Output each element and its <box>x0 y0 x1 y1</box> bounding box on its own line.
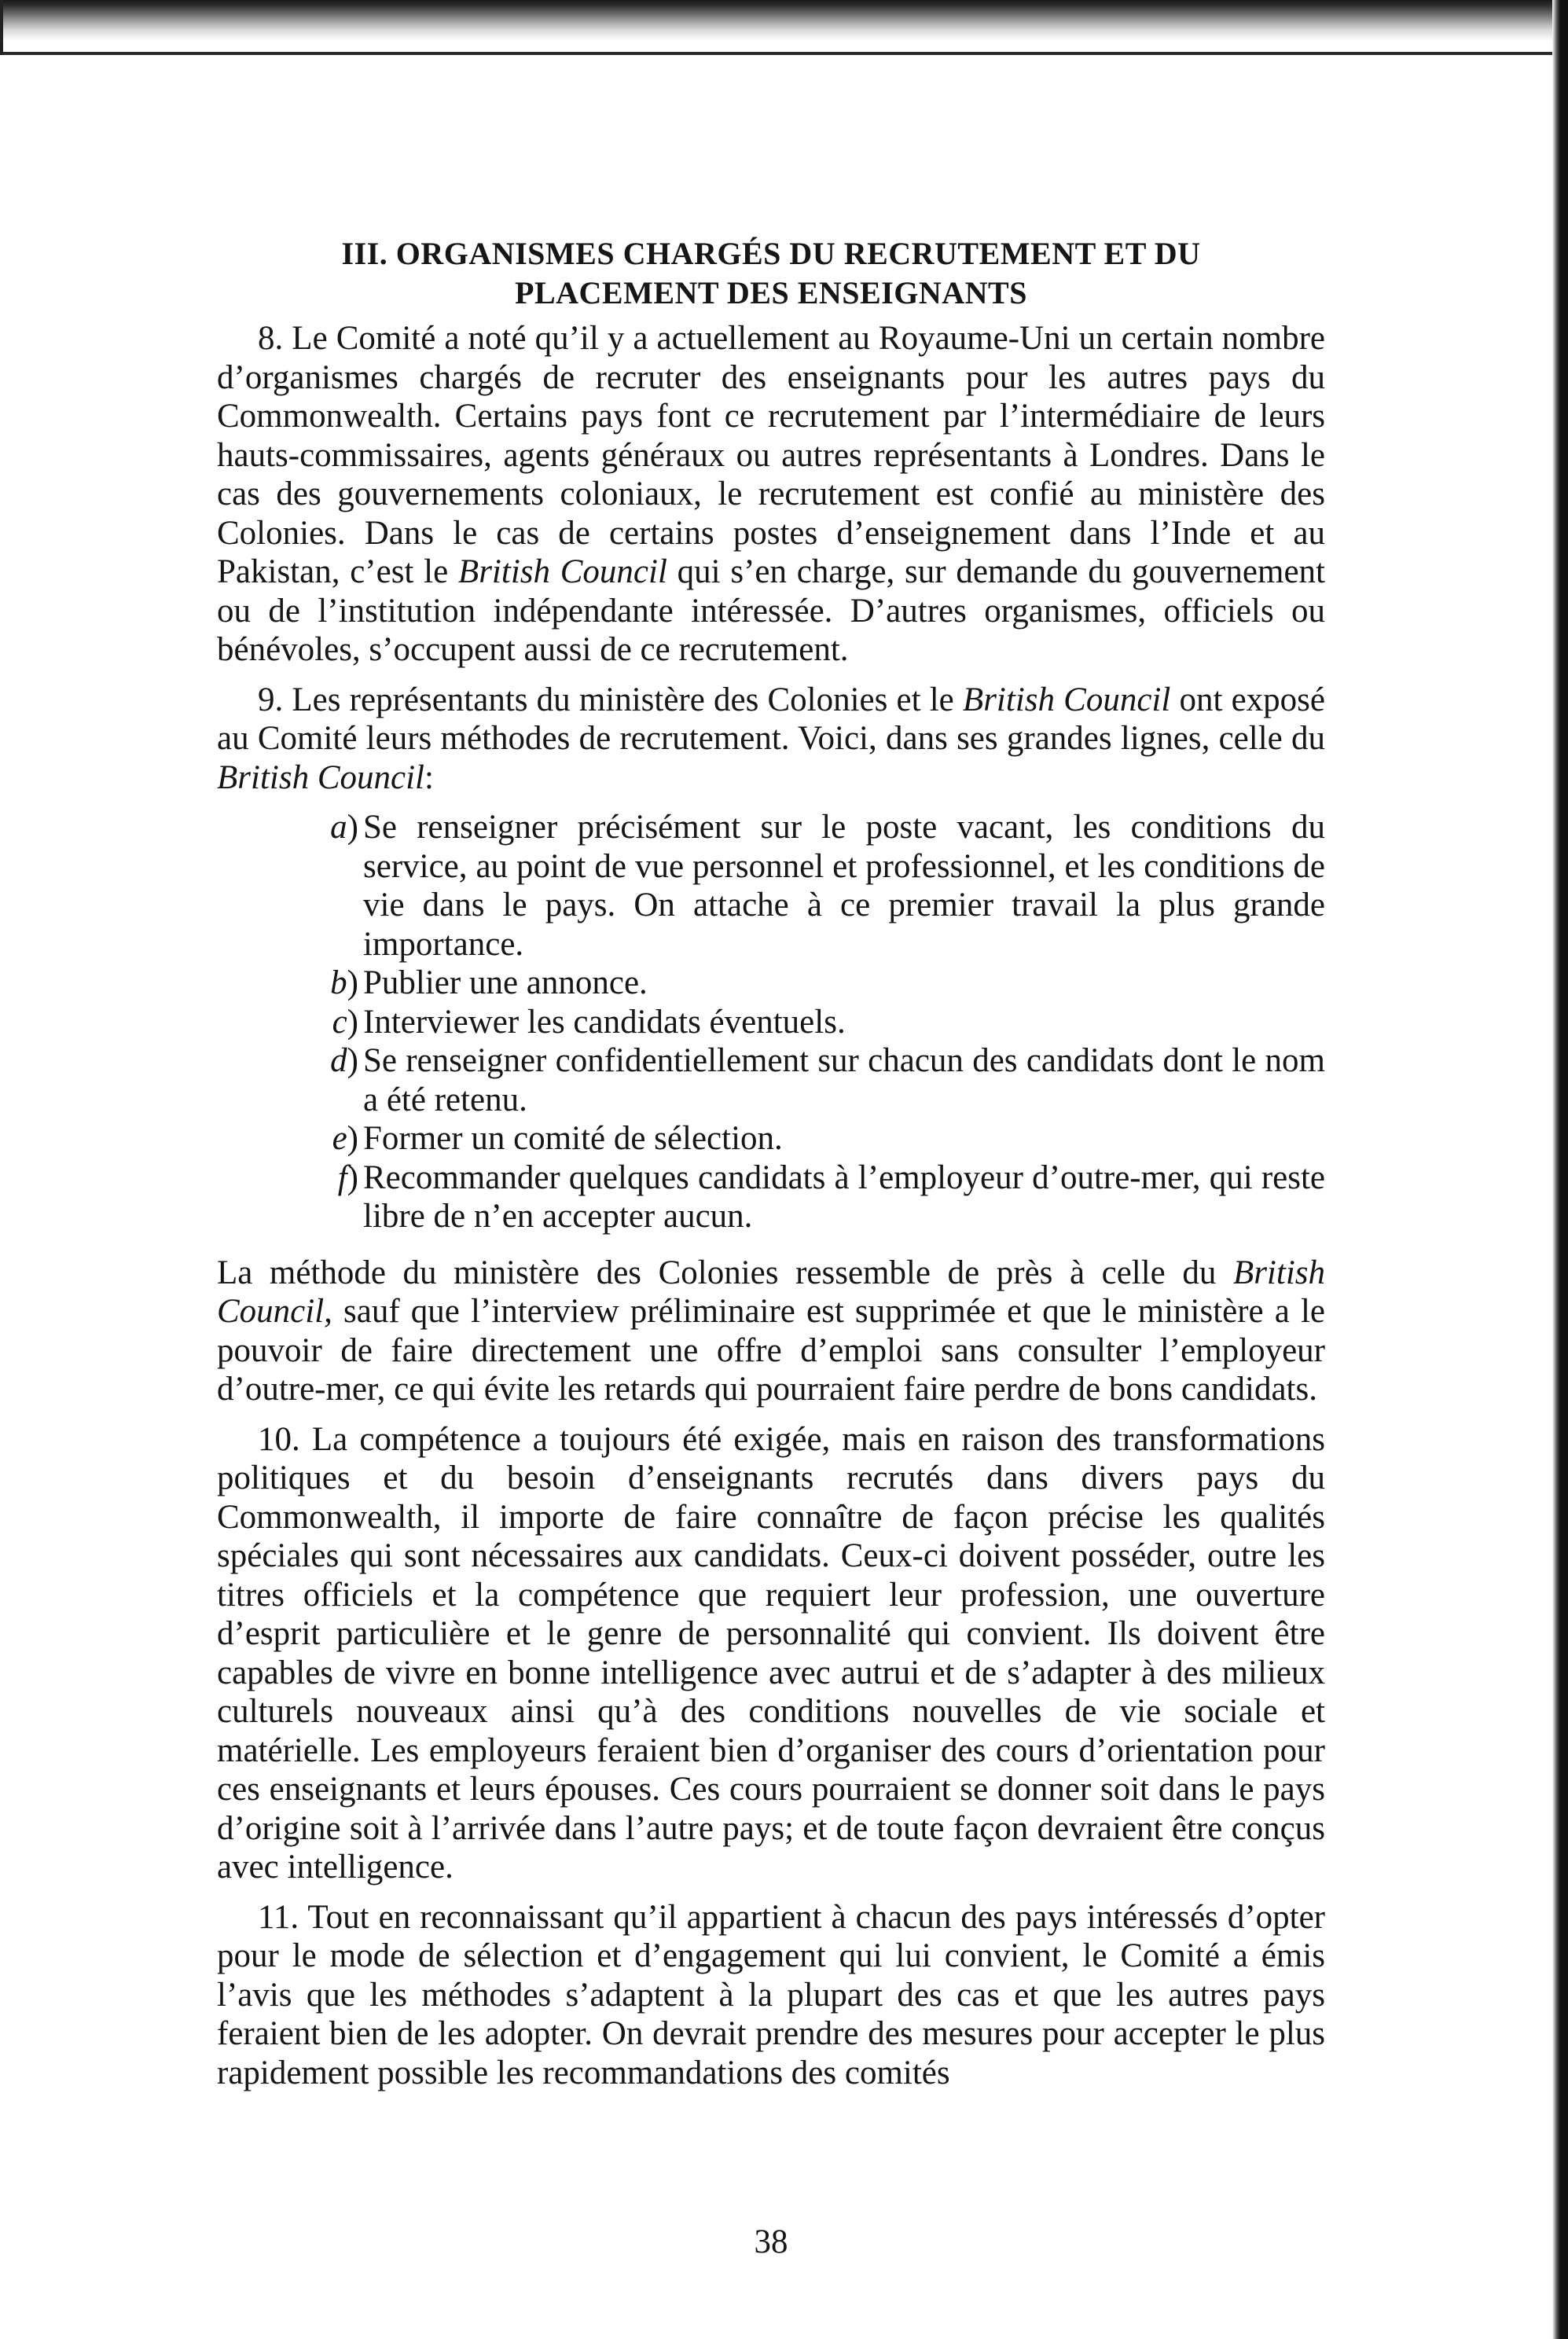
list-item-text: Publier une annonce. <box>363 964 648 1001</box>
list-item <box>217 1158 1325 1236</box>
list-item <box>217 1119 1325 1158</box>
list-marker: b) <box>330 964 358 1001</box>
list-item-text: Se renseigner confidentiellement sur chacun des candidats dont le nom a été retenu. <box>363 1042 1325 1118</box>
paragraph-9b-text-a: La méthode du ministère des Colonies ressemble de près à celle du <box>217 1254 1233 1291</box>
list-item-text: Interviewer les candidats éventuels. <box>363 1003 846 1041</box>
paragraph-10: 10. La compétence a toujours été exigée, mais en raison des transformations politiques et du besoin d’enseignants recrutés dans divers pays du Commonwealth, il importe de faire connaître de façon précise les qualités spéciales qui sont nécessaires aux candidats. Ceux-ci doivent posséder, outre les titres officiels et la compétence que requiert leur profession, une ouverture d’esprit particulière et le genre de personnalité qui convient. Ils doivent être capables de vivre en bonne intelligence avec autrui et de s’adapter à des milieux culturels nouveaux ainsi qu’à des conditions nouvelles de vie sociale et matérielle. Les employeurs feraient bien d’organiser des cours d’orientation pour ces enseignants et leurs épouses. Ces cours pourraient se donner soit dans le pays d’origine soit à l’arrivée dans l’autre pays; et de toute façon devraient être conçus avec intelligence. <box>217 1420 1325 1886</box>
paragraph-9b-text-c: sauf que l’interview préliminaire est supprimée et que le ministère a le pouvoir de faire directement une offre d’emploi sans consulter l’employeur d’outre-mer, ce qui évite les retards qui pourraient faire perdre de bons candidats. <box>217 1293 1325 1408</box>
list-item <box>217 808 1325 964</box>
paragraph-9-text-e: : <box>424 758 434 796</box>
scan-top-edge <box>0 0 1568 50</box>
list-item <box>217 1003 1325 1042</box>
paragraph-8 <box>217 319 1325 670</box>
scan-right-edge <box>1552 0 1568 2339</box>
list-item-text: Se renseigner précisément sur le poste vacant, les conditions du service, au point de vue personnel et professionnel, et les conditions de vie dans le pays. On attache à ce premier travail la plus grande importance. <box>363 809 1325 963</box>
list-marker: e) <box>332 1120 358 1157</box>
list-item-text: Former un comité de sélection. <box>363 1120 783 1157</box>
section-heading-line-2: PLACEMENT DES ENSEIGNANTS <box>515 275 1027 310</box>
list-marker: a) <box>330 809 358 846</box>
paragraph-9-continued <box>217 1254 1325 1409</box>
paragraph-8-text-a: 8. Le Comité a noté qu’il y a actuellement au Royaume-Uni un certain nombre d’organismes chargés de recruter des enseignants pour les autres pays du Commonwealth. Certains pays font ce recrutement par l’intermédiaire de leurs hauts-commissaires, agents généraux ou autres représentants à Londres. Dans le cas des gouvernements coloniaux, le recrutement est confié au ministère des Colonies. Dans le cas de certains postes d’enseignement dans l’Inde et au Pakistan, c’est le <box>217 320 1325 590</box>
page-number: 38 <box>754 2223 788 2260</box>
paragraph-9 <box>217 681 1325 798</box>
list-item <box>217 1041 1325 1119</box>
list-item <box>217 964 1325 1003</box>
list-marker: d) <box>330 1042 358 1079</box>
scan-left-mark <box>0 0 3 55</box>
list-marker: c) <box>332 1003 358 1041</box>
paragraph-8-text-c: qui s’en charge, sur demande du gouvernement ou de l’institution indépendante intéressée. D’autres organismes, officiels ou bénévoles, s’occupent aussi de ce recrutement. <box>217 553 1325 668</box>
paragraph-9b-british-council: British Council, <box>217 1254 1325 1330</box>
section-heading <box>217 234 1325 313</box>
list-item-text: Recommander quelques candidats à l’employeur d’outre-mer, qui reste libre de n’en accepter aucun. <box>363 1158 1325 1235</box>
paragraph-9-british-council-1: British Council <box>962 681 1171 718</box>
paragraph-9-text-c: ont exposé au Comité leurs méthodes de recrutement. Voici, dans ses grandes lignes, celle du <box>217 681 1326 757</box>
section-heading-line-1: III. ORGANISMES CHARGÉS DU RECRUTEMENT ET DU <box>341 236 1201 271</box>
paragraph-9-text-a: 9. Les représentants du ministère des Colonies et le <box>258 681 963 718</box>
scan-top-rule <box>0 52 1568 55</box>
list-marker: f) <box>337 1158 358 1196</box>
paragraph-11: 11. Tout en reconnaissant qu’il appartient à chacun des pays intéressés d’opter pour le mode de sélection et d’engagement qui lui convient, le Comité a émis l’avis que les méthodes s’adaptent à la plupart des cas et que les autres pays feraient bien de les adopter. On devrait prendre des mesures pour accepter le plus rapidement possible les recommandations des comités <box>217 1898 1325 2091</box>
document-page <box>217 234 1326 2260</box>
paragraph-9-british-council-2: British Council <box>217 758 424 796</box>
paragraph-8-british-council: British Council <box>457 553 667 590</box>
recruitment-steps-list <box>217 808 1325 1236</box>
